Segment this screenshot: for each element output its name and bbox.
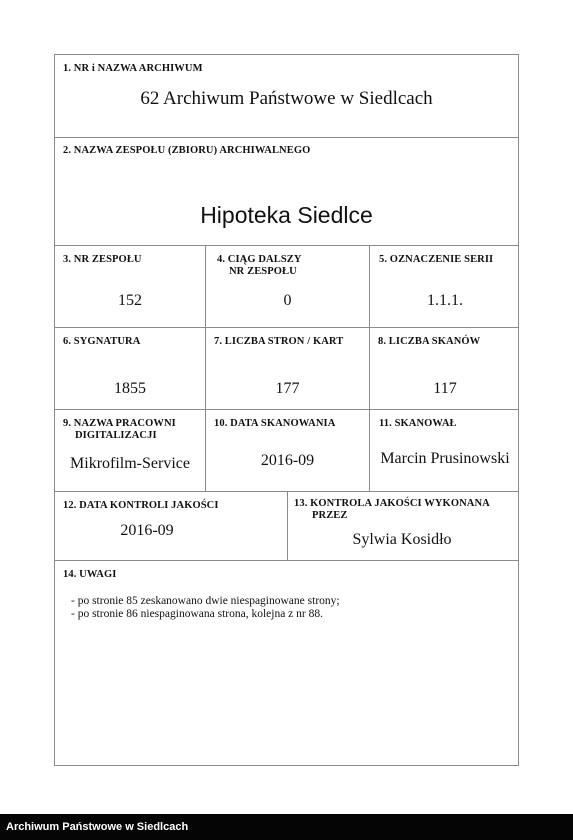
qc-by-value: Sylwia Kosidło [352,531,452,548]
archive-row [55,55,518,138]
fonds-continuation-cell [205,246,369,327]
scan-date-value: 2016-09 [260,452,315,469]
series-label: 5. OZNACZENIE SERII [379,254,494,265]
scanned-by-value: Marcin Prusinowski [380,450,510,467]
scan-date-label: 10. DATA SKANOWANIA [214,418,336,429]
fonds-name-value: Hipoteka Siedlce [200,202,373,228]
lab-label [63,418,176,442]
footer-text: Archiwum Państwowe w Siedlcach [6,821,189,833]
qc-by-cell [287,492,520,560]
archive-label: 1. NR i NAZWA ARCHIWUM [63,63,203,74]
qc-date-cell [55,492,287,560]
lab-value: Mikrofilm-Service [70,455,190,472]
footer-bar [0,814,573,840]
fonds-number-value: 152 [118,292,142,309]
fonds-continuation-value: 0 [283,292,292,309]
fonds-continuation-label-line1: 4. CIĄG DALSZY [217,254,302,265]
signature-cell [55,328,205,409]
remarks-line: - po stronie 85 zeskanowano dwie niespaginowane strony; [71,595,340,607]
scanned-by-cell [369,410,520,491]
signature-value: 1855 [114,380,146,397]
remarks-row [55,561,518,766]
remarks-list [71,595,340,621]
qc-by-label-line2: PRZEZ [312,510,348,521]
fonds-number-cell [55,246,205,327]
signature-row [55,328,518,410]
pages-cell [205,328,369,409]
scan-date-cell [205,410,369,491]
lab-cell [55,410,205,491]
scans-label: 8. LICZBA SKANÓW [378,336,481,347]
qc-date-label: 12. DATA KONTROLI JAKOŚCI [63,500,219,511]
scans-cell [369,328,520,409]
lab-label-line1: 9. NAZWA PRACOWNI [63,418,176,429]
qc-date-value: 2016-09 [120,522,174,539]
fonds-name-label: 2. NAZWA ZESPOŁU (ZBIORU) ARCHIWALNEGO [63,145,311,156]
pages-label: 7. LICZBA STRON / KART [214,336,344,347]
signature-label: 6. SYGNATURA [63,336,141,347]
fonds-continuation-label-line2: NR ZESPOŁU [229,266,297,277]
qc-by-label [294,498,490,522]
remarks-label: 14. UWAGI [63,569,117,580]
scans-value: 117 [433,380,457,397]
qc-by-label-line1: 13. KONTROLA JAKOŚCI WYKONANA [294,498,490,509]
lab-row [55,410,518,492]
fonds-number-label: 3. NR ZESPOŁU [63,254,142,265]
fonds-continuation-label [217,254,302,278]
series-value: 1.1.1. [427,292,463,309]
pages-value: 177 [275,380,300,397]
fonds-name-row [55,138,518,246]
archive-value: 62 Archiwum Państwowe w Siedlcach [140,88,433,109]
metadata-form [54,54,519,766]
qc-row [55,492,518,561]
fonds-number-row [55,246,518,328]
series-cell [369,246,520,327]
remarks-line: - po stronie 86 niespaginowana strona, kolejna z nr 88. [71,608,323,620]
scanned-by-label: 11. SKANOWAŁ [379,418,457,429]
lab-label-line2: DIGITALIZACJI [75,430,157,441]
